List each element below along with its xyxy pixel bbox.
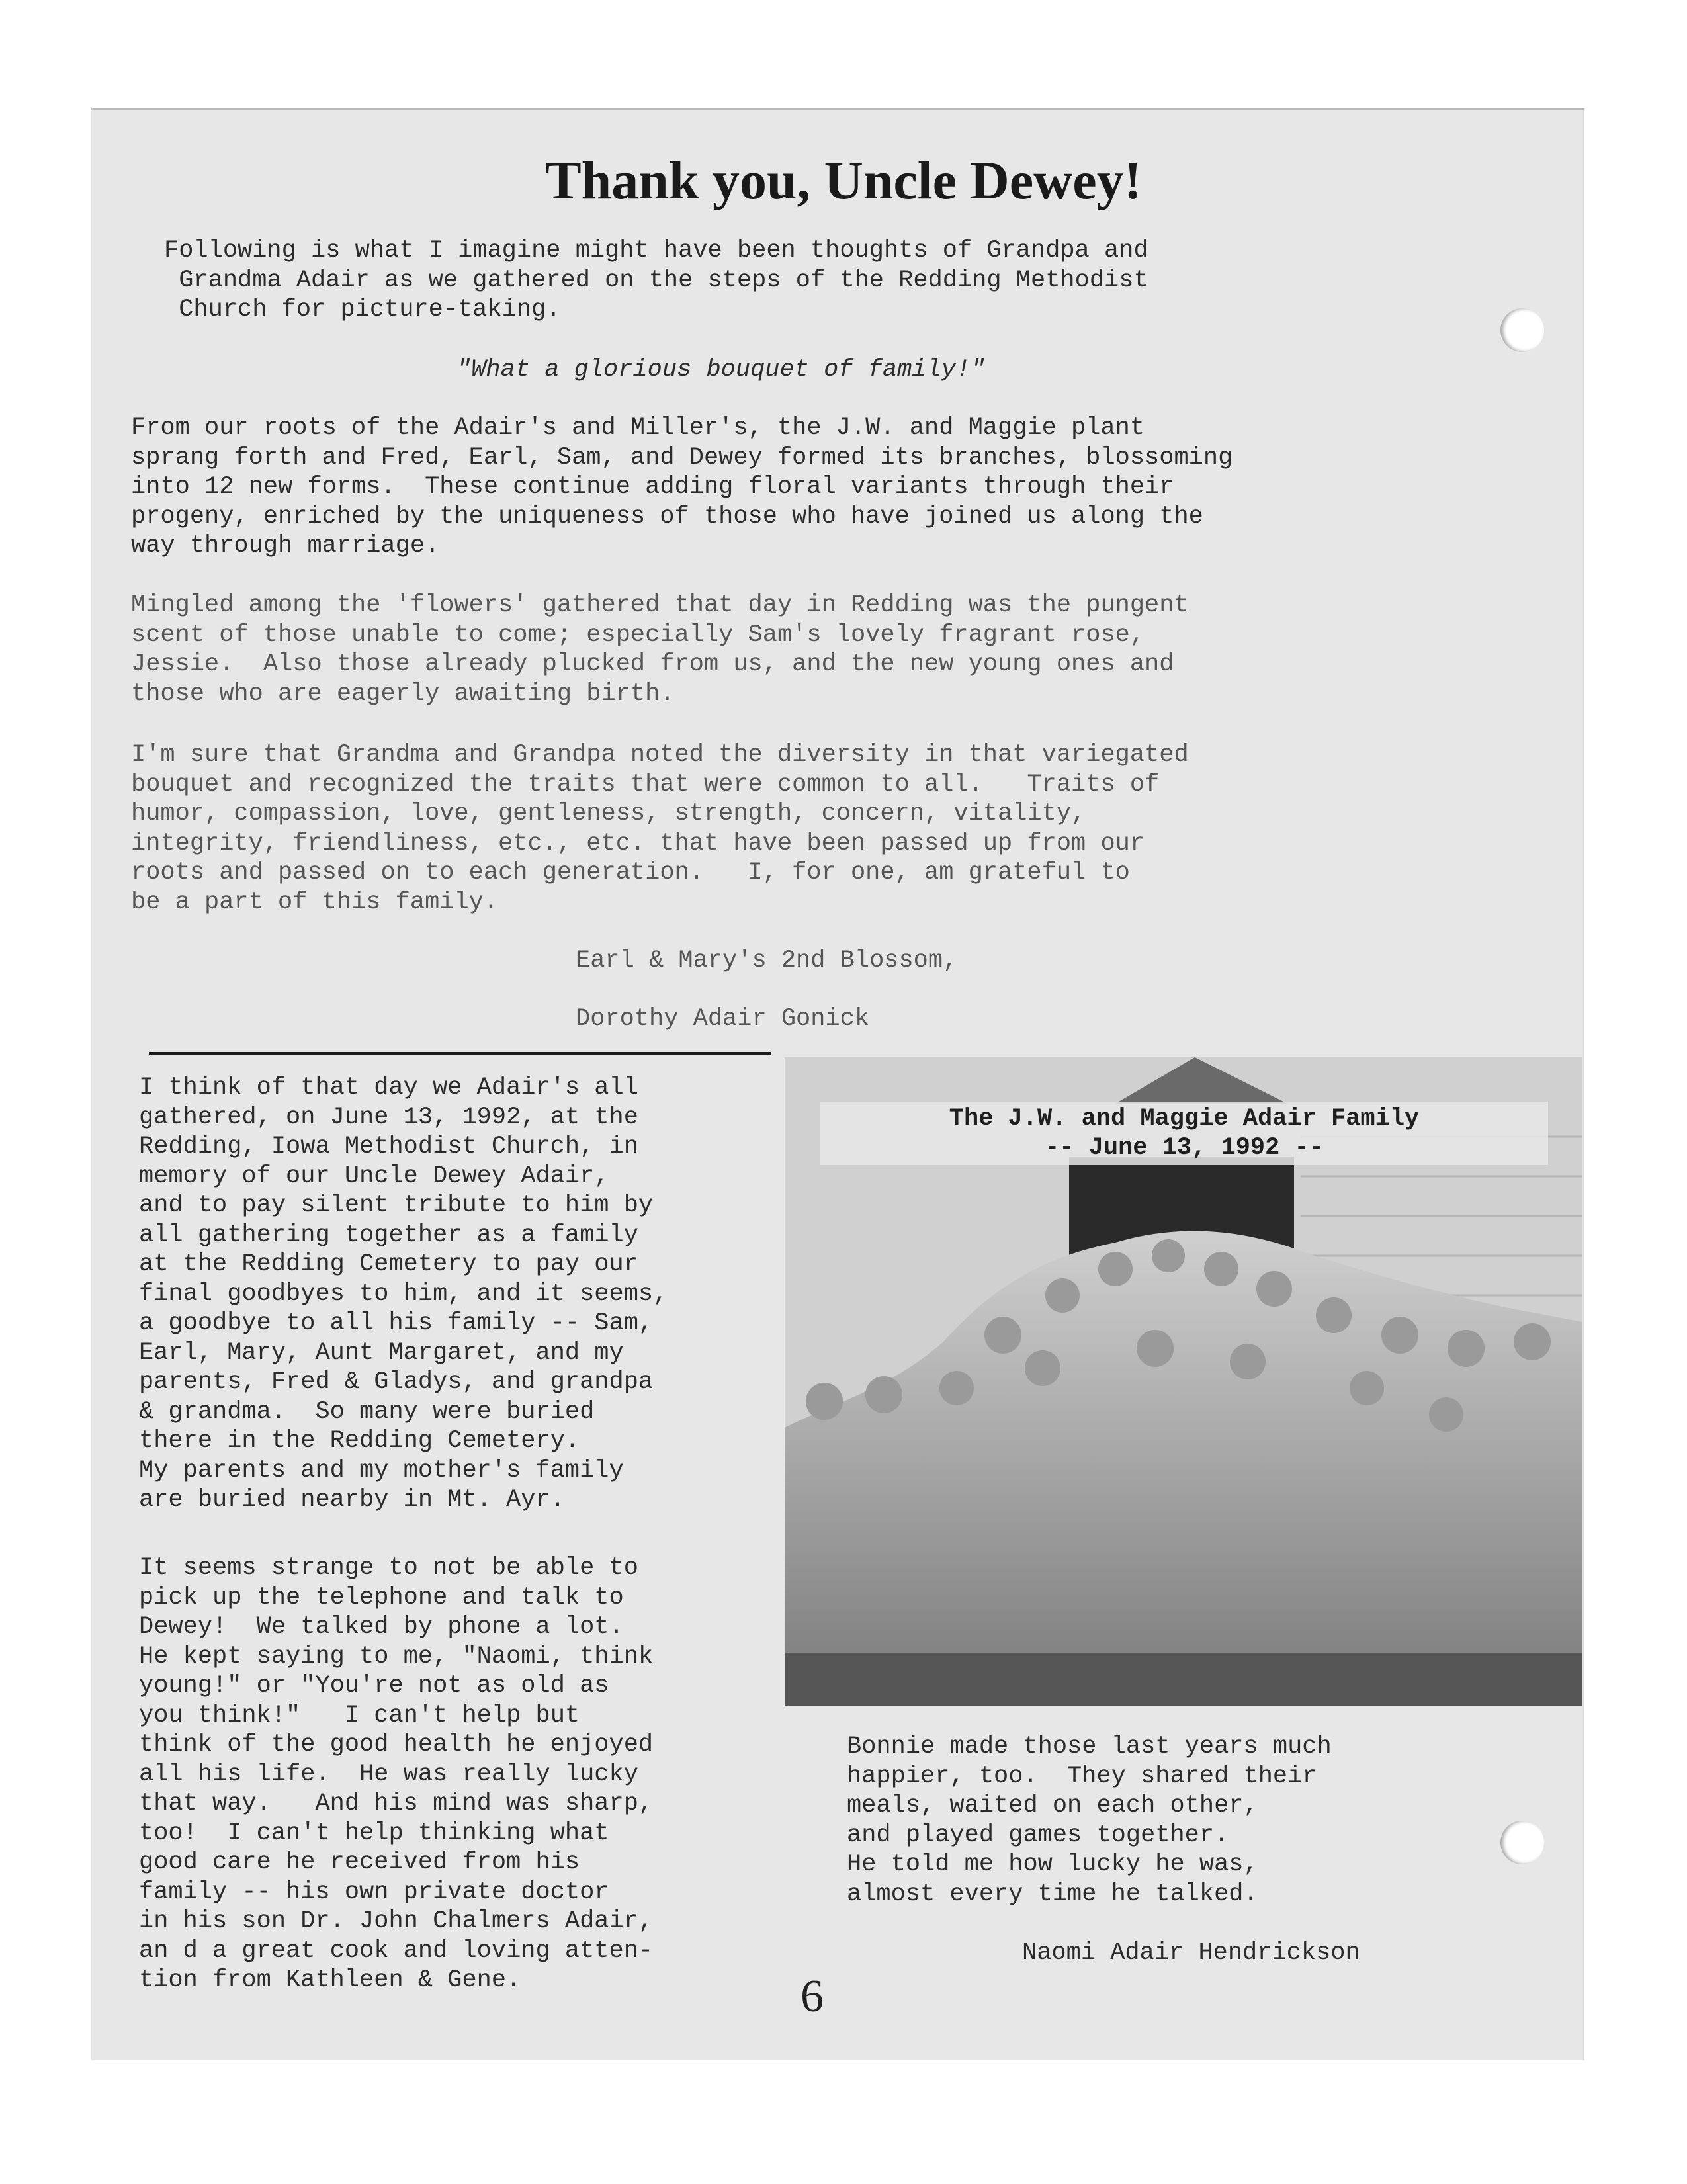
left-column-text: I think of that day we Adair's all gathered, on June 13, 1992, at the Redding, Iowa Methodist Church, in memory of our Uncle Dewey Adair, and to pay silent tribute to him by all gathering together as a family at the Redding Cemetery to pay our final goodbyes to him, and it seems, a goodbye to all his family -- Sam, Earl, Mary, Aunt Margaret, and my parents, Fred & Gladys, and grandpa & grandma. So many were buried there in the Redding Cemetery. My parents and my mother's family are buried nearby in Mt. Ayr. xyxy=(139,1074,668,1514)
paragraph-traits: I'm sure that Grandma and Grandpa noted the diversity in that variegated bouquet and recognized the traits that were common to all. Traits of humor, compassion, love, gentleness, strength, concern, vitality, integrity, friendliness, etc., etc. that have been passed up from our roots and passed on to each generation. I, for one, am grateful to be a part of this family. xyxy=(131,741,1189,916)
quote-text: "What a glorious bouquet of family!" xyxy=(456,356,986,384)
intro-text: Following is what I imagine might have been thoughts of Grandpa and Grandma Adair as we gathered on the steps of the Redding Methodist Church for picture-taking. xyxy=(164,237,1148,324)
signoff-author: Dorothy Adair Gonick xyxy=(576,1005,870,1033)
punch-hole xyxy=(1500,308,1544,352)
section-divider xyxy=(149,1052,771,1055)
punch-hole xyxy=(1500,1821,1544,1864)
left-column-text-2: It seems strange to not be able to pick up the telephone and talk to Dewey! We talked by phone a lot. He kept saying to me, "Naomi, think young!" or "You're not as old as you think!" I can't help but think of the good health he enjoyed all his life. He was really lucky that way. And his mind was sharp, too! I can't help thinking what good care he received from his family -- his own private doctor in his son Dr. John Chalmers Adair, an d a great cook and loving atten- tion from Kathleen & Gene. xyxy=(139,1554,654,1994)
paragraph-flowers: Mingled among the 'flowers' gathered that day in Redding was the pungent scent of those unable to come; especially Sam's lovely fragrant rose, Jessie. Also those already plucked from us, and the new young ones and those who are eagerly awaiting birth. xyxy=(131,591,1189,708)
right-column-text: Bonnie made those last years much happier, too. They shared their meals, waited on each other, and played games together. He told me how lucky he was, almost every time he talked. xyxy=(847,1733,1332,1908)
paragraph-roots: From our roots of the Adair's and Miller's, the J.W. and Maggie plant sprang forth and Fred, Earl, Sam, and Dewey formed its branches, blossoming into 12 new forms. These continue adding floral variants through their progeny, enriched by the uniqueness of those who have joined us along the way through marriage. xyxy=(131,414,1233,560)
signoff-blossom: Earl & Mary's 2nd Blossom, xyxy=(576,947,958,975)
page-number: 6 xyxy=(800,1971,824,2022)
photo-caption: The J.W. and Maggie Adair Family -- June 13, 1992 -- xyxy=(820,1102,1548,1165)
page-title: Thank you, Uncle Dewey! xyxy=(544,150,1143,210)
signoff-naomi: Naomi Adair Hendrickson xyxy=(1022,1939,1360,1967)
